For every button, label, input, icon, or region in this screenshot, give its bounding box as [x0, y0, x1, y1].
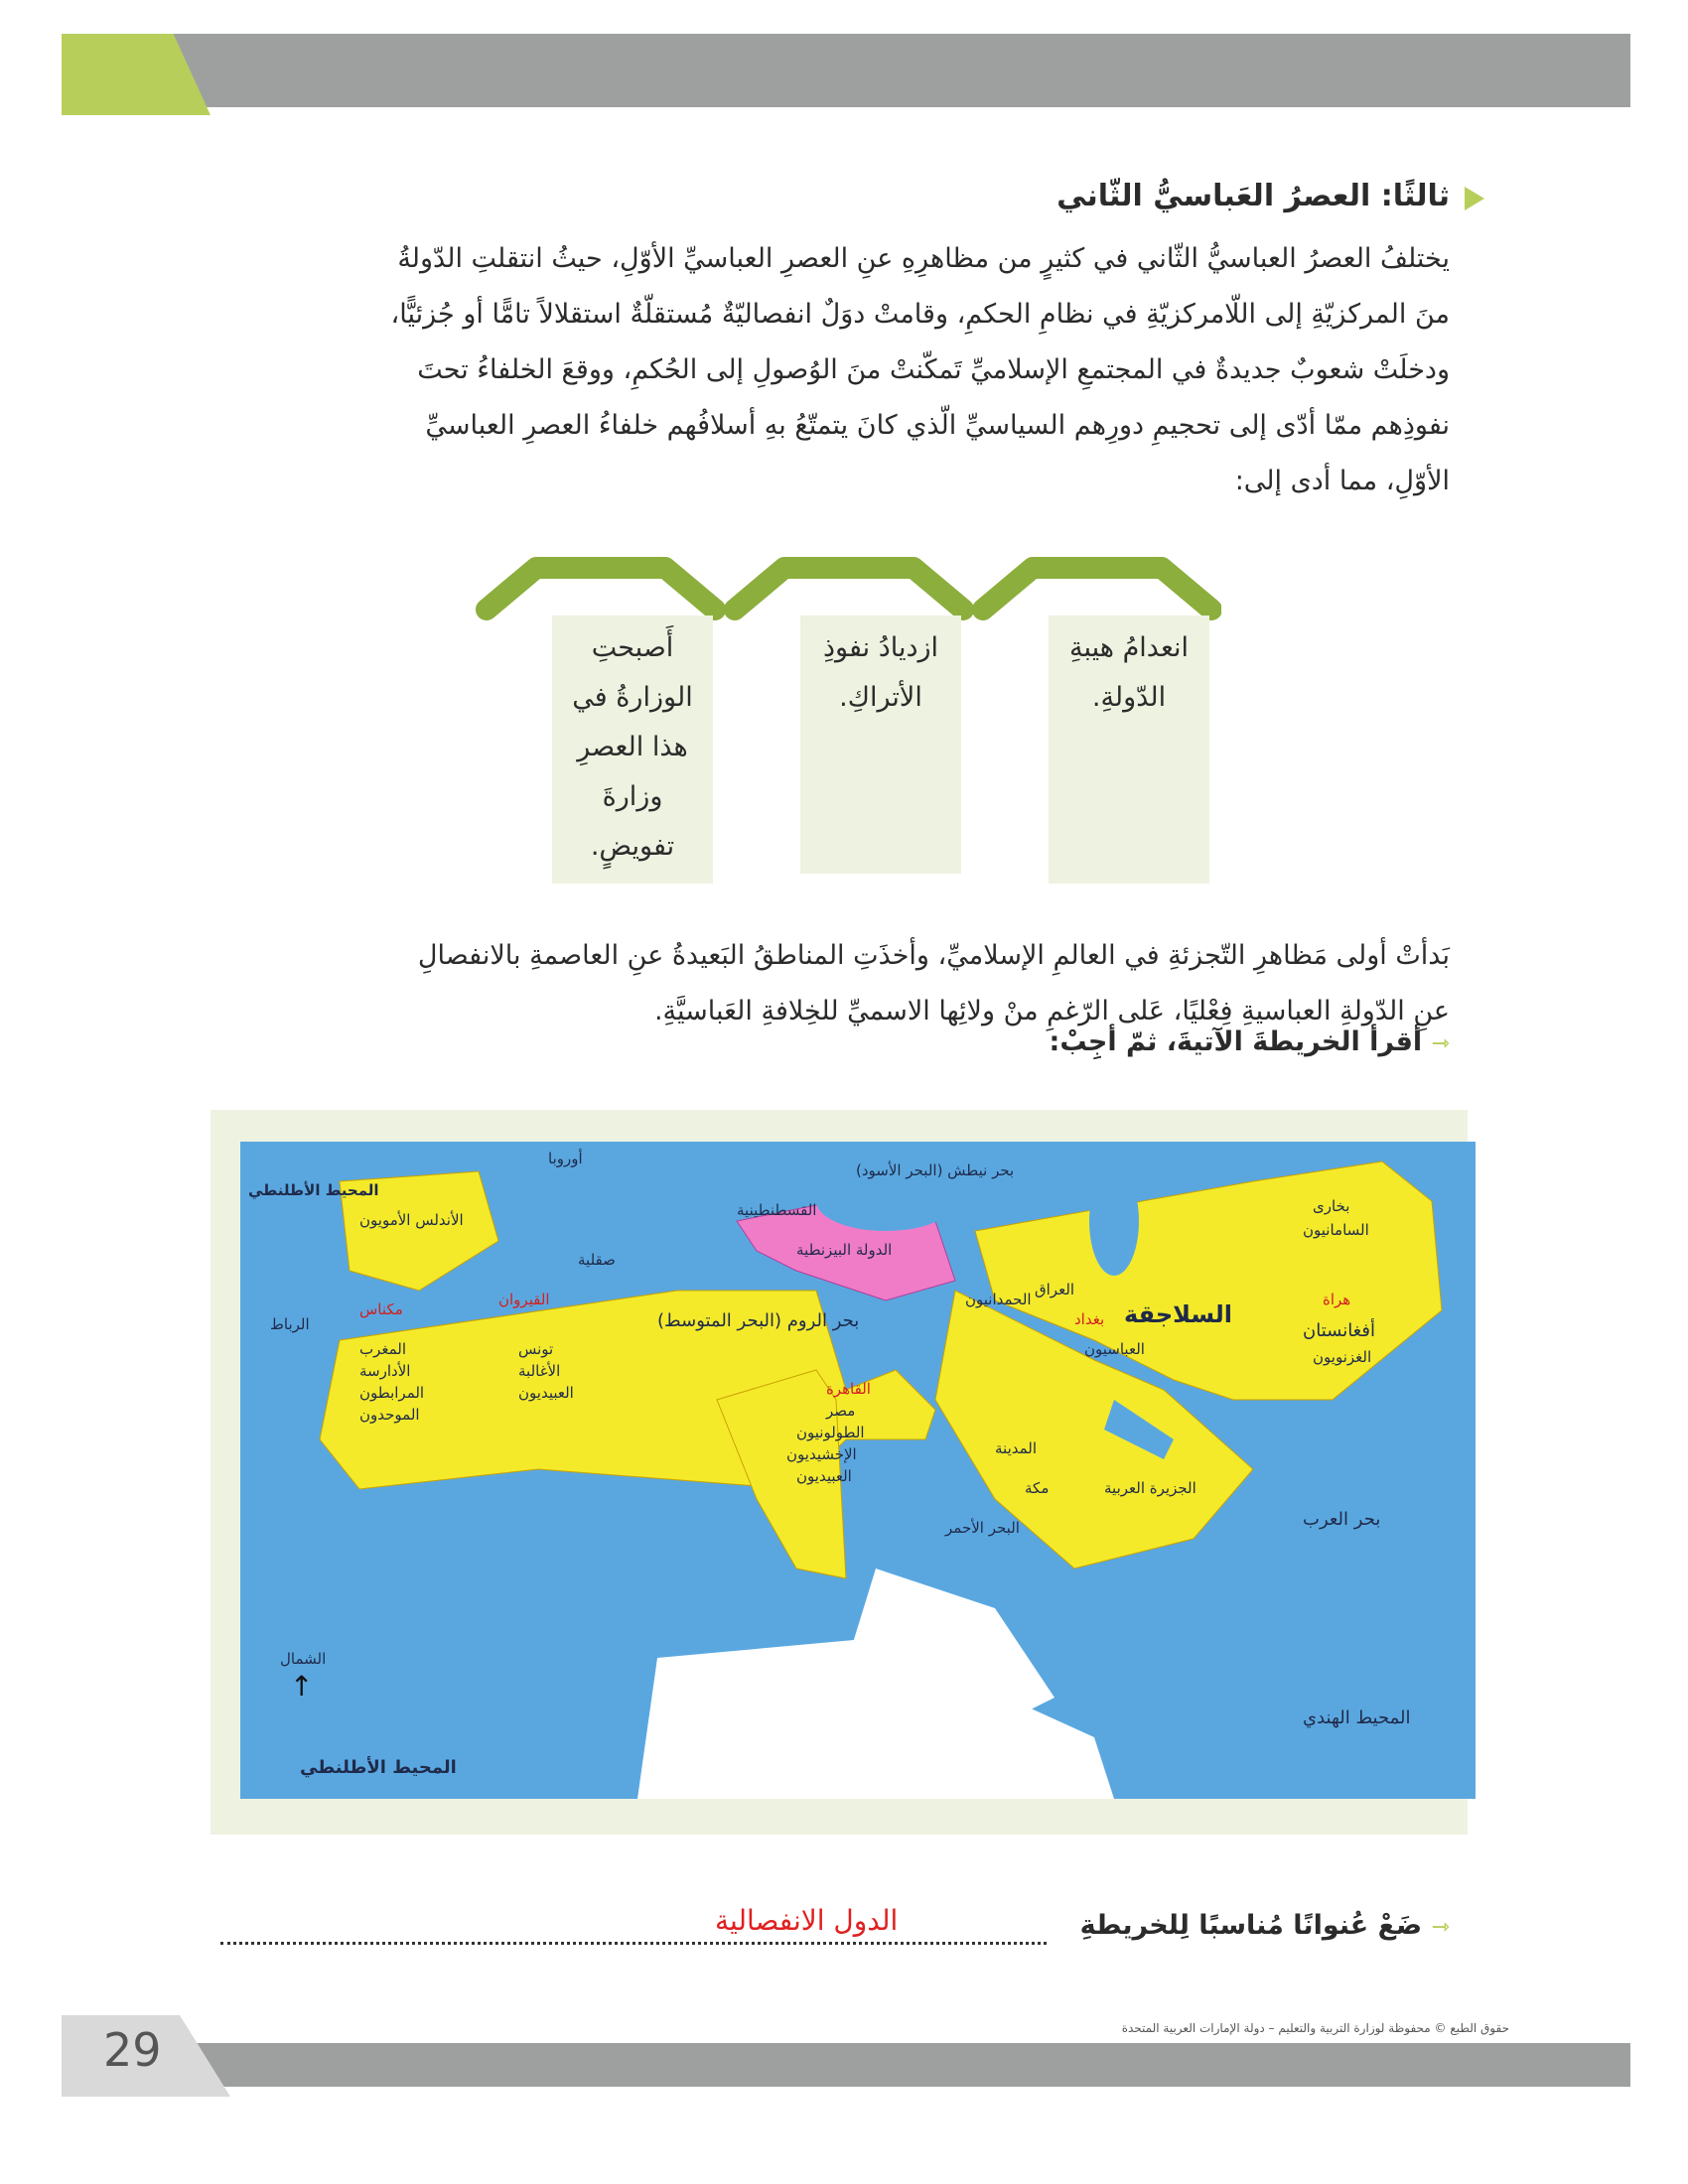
consequence-card-1: [1049, 615, 1209, 884]
map-label-constantinople: القسطنطينية: [737, 1201, 817, 1219]
map-label-indian-ocean: المحيط الهندي: [1303, 1707, 1411, 1728]
map-label-sicily: صقلية: [578, 1251, 616, 1269]
intro-line-1: يختلفُ العصرُ العباسيُّ الثّاني في كثيرٍ من مظاهرِهِ عنِ العصرِ العباسيِّ الأوّلِ، حيثُ انتقلتِ الدّولةُ: [397, 243, 1450, 274]
title-question: [1080, 1910, 1450, 1941]
header-bar: [62, 34, 1630, 107]
map-label-europe: أوروبا: [548, 1150, 583, 1167]
card-1-text: انعدامُ هيبةِ الدّولةِ.: [1068, 632, 1190, 713]
map-label-egypt: مصر: [826, 1402, 856, 1420]
card-3-text: أَصبحتِ الوزارةُ في هذا العصرِ وزارةَ تفويضٍ.: [572, 632, 693, 862]
map-label-herat: هراة: [1323, 1291, 1351, 1308]
map-label-makka: مكة: [1025, 1479, 1050, 1497]
copyright-footer: حقوق الطبع © محفوظة لوزارة التربية والتعليم – دولة الإمارات العربية المتحدة: [1121, 2021, 1509, 2035]
map-label-hamdaniyun: الحمدانيون: [965, 1291, 1032, 1308]
map-label-tuluniyun: الطولونيون: [796, 1424, 865, 1441]
map-label-ubaydiyun-east: العبيديون: [796, 1467, 852, 1485]
map-label-mediterranean: بحر الروم (البحر المتوسط): [657, 1310, 860, 1331]
map-label-atlantic-top: المحيط الأطلنطي: [248, 1181, 379, 1199]
page-number: 29: [103, 2023, 162, 2077]
card-2-text: ازديادُ نفوذِ الأتراكِ.: [822, 632, 939, 713]
map-label-rabat: الرباط: [270, 1315, 310, 1333]
map-label-arab-sea: بحر العرب: [1303, 1509, 1381, 1530]
consequence-card-3: [552, 615, 713, 884]
map-label-aghaliba: الأغالبة: [518, 1362, 561, 1380]
map-label-black-sea: بحر نيطش (البحر الأسود): [856, 1161, 1015, 1179]
question-text: ضَعْ عُنوانًا مُناسبًا لِلخريطةِ: [1079, 1910, 1423, 1941]
map-label-byzantine: الدولة البيزنطية: [796, 1241, 893, 1259]
handwritten-answer: الدول الانفصالية: [715, 1904, 899, 1937]
map-label-baghdad: بغداد: [1074, 1310, 1105, 1328]
intro-line-3: ودخلَتْ شعوبٌ جديدةٌ في المجتمعِ الإسلاميِّ تَمكّنتْ منَ الوُصولِ إلى الحُكمِ، ووقعَ الخلفاءُ تحتَ: [417, 354, 1450, 385]
consequence-card-2: [800, 615, 961, 874]
map-label-idrisids: الأدارسة: [359, 1362, 411, 1380]
map-instruction: [1050, 1026, 1450, 1057]
map-label-seljuks: السلاجقة: [1124, 1300, 1233, 1328]
footer-bar: [62, 2043, 1630, 2087]
intro-line-2: منَ المركزيّةِ إلى اللّامركزيّةِ في نظامِ الحكمِ، وقامتْ دوَلٌ انفصاليّةٌ مُستقلّةٌ استقلالاً تامًّا أو جُزئيًّا،: [390, 299, 1450, 330]
arrow-bullet-icon-2: ⇾: [1431, 1915, 1450, 1940]
historical-map: [240, 1142, 1476, 1799]
intro-line-5: الأوّلِ، مما أدى إلى:: [1234, 466, 1450, 496]
para2-line-2: عنِ الدّولةِ العباسيةِ فِعْليًا، عَلى الرّغمِ منْ ولائِها الاسميِّ للخِلافةِ العَباسيَّةِ.: [653, 996, 1450, 1026]
intro-line-4: نفوذِهم ممّا أدّى إلى تحجيمِ دورِهم السياسيِّ الّذي كانَ يتمتّعُ بهِ أسلافُهم خلفاءُ العصرِ العباسيِّ: [425, 410, 1450, 441]
arrow-bullet-icon: ⇾: [1431, 1031, 1450, 1056]
map-label-qayrawan: القيروان: [498, 1291, 550, 1308]
map-label-abbasids: العباسيون: [1084, 1340, 1145, 1358]
section-heading: ثالثًا: العصرُ العَباسيُّ الثّاني: [1056, 179, 1450, 213]
map-label-cairo: القاهرة: [826, 1380, 871, 1398]
map-label-afghanistan: أفغانستان: [1303, 1320, 1375, 1341]
map-instruction-text: أقرأ الخريطةَ الآتيةَ، ثمّ أجِبْ:: [1049, 1026, 1423, 1057]
card-roofs: [467, 552, 1221, 621]
answer-line: [220, 1942, 1047, 1945]
map-label-muwahhidun: الموحدون: [359, 1406, 420, 1424]
map-label-samaniyun: السامانيون: [1303, 1221, 1369, 1239]
map-label-murabitun: المرابطون: [359, 1384, 425, 1402]
map-label-red-sea: البحر الأحمر: [945, 1519, 1020, 1537]
section-bullet-icon: [1465, 187, 1484, 210]
map-label-atlantic-bottom: المحيط الأطلنطي: [300, 1757, 457, 1778]
north-arrow-icon: ↑: [290, 1670, 314, 1703]
map-label-ikhshidiyun: الإخشيديون: [786, 1445, 857, 1463]
map-label-iraq: العراق: [1035, 1281, 1075, 1298]
map-label-arabia: الجزيرة العربية: [1104, 1479, 1196, 1497]
map-label-bukhara: بخارى: [1313, 1197, 1350, 1215]
map-label-maghreb: المغرب: [359, 1340, 407, 1358]
map-label-andalus: الأندلس الأمويون: [359, 1211, 464, 1229]
para2-line-1: بَدأتْ أولى مَظاهرِ التّجزئةِ في العالمِ الإسلاميِّ، وأخذَتِ المناطقُ البَعيدةُ عنِ العاصمةِ بالانفصالِ: [417, 940, 1450, 971]
map-label-ubaydiyun-west: العبيديون: [518, 1384, 574, 1402]
map-label-north: الشمال: [280, 1650, 327, 1668]
map-label-madina: المدينة: [995, 1439, 1038, 1457]
map-label-meknes: مكناس: [359, 1300, 403, 1318]
map-label-ghaznawiyun: الغزنويون: [1313, 1348, 1372, 1366]
map-label-tunis: تونس: [518, 1340, 554, 1358]
